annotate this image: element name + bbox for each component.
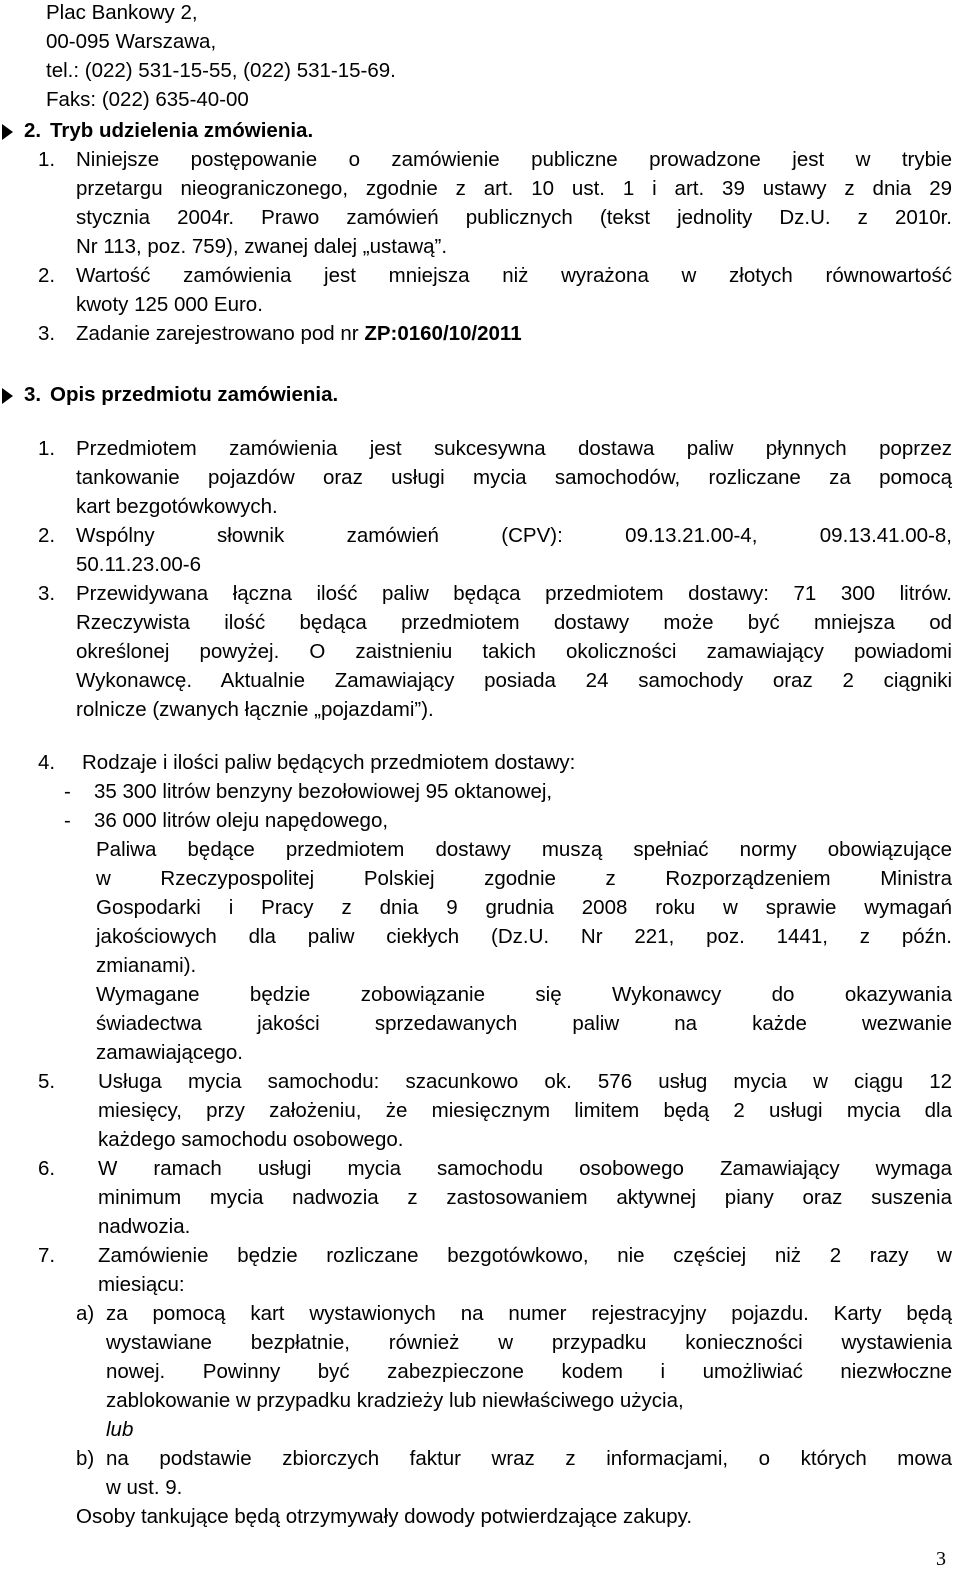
section-number: 3.	[24, 383, 42, 406]
item-line: Rzeczywista ilość będąca przedmiotem dostawy może być mniejsza od	[76, 611, 952, 634]
sub-item-letter: b)	[76, 1447, 95, 1470]
address-line: Plac Bankowy 2,	[46, 1, 198, 24]
dash-text: 35 300 litrów benzyny bezołowiowej 95 oktanowej,	[94, 780, 553, 803]
item-number: 6.	[38, 1157, 56, 1180]
item-number: 2.	[38, 524, 56, 547]
item-line: W ramach usługi mycia samochodu osobowego Zamawiający wymaga	[98, 1157, 952, 1180]
item-line: Przewidywana łączna ilość paliw będąca przedmiotem dostawy: 71 300 litrów.	[76, 582, 952, 605]
sub-item-line: na podstawie zbiorczych faktur wraz z informacjami, o których mowa	[106, 1447, 952, 1470]
item-line: rolnicze (zwanych łącznie „pojazdami”).	[76, 698, 434, 721]
item-line: Usługa mycia samochodu: szacunkowo ok. 576 usług mycia w ciągu 12	[98, 1070, 952, 1093]
address-line: Faks: (022) 635-40-00	[46, 88, 249, 111]
item-line: Przedmiotem zamówienia jest sukcesywna dostawa paliw płynnych poprzez	[76, 437, 952, 460]
list-item	[38, 579, 952, 724]
item-text: Zadanie zarejestrowano pod nr	[76, 322, 365, 345]
item-line: tankowanie pojazdów oraz usługi mycia samochodów, rozliczane za pomocą	[76, 466, 952, 489]
dash-bullet: -	[64, 780, 71, 803]
list-item	[38, 145, 952, 261]
or-connector: lub	[106, 1418, 134, 1441]
item-line: kwoty 125 000 Euro.	[76, 293, 263, 316]
paragraph-line: świadectwa jakości sprzedawanych paliw na każde wezwanie	[96, 1012, 952, 1035]
list-item	[38, 261, 952, 319]
sub-item	[76, 1444, 952, 1502]
paragraph-line: zamawiającego.	[96, 1041, 243, 1064]
arrow-bullet-icon	[2, 124, 13, 140]
sub-item	[76, 1299, 952, 1444]
sub-item-letter: a)	[76, 1302, 95, 1325]
section-title: Tryb udzielenia zmówienia.	[50, 119, 314, 142]
item-line: 50.11.23.00-6	[76, 553, 202, 576]
item-line: nadwozia.	[98, 1215, 191, 1238]
sub-item-line: nowej. Powinny być zabezpieczone kodem i umożliwiać niezwłoczne	[106, 1360, 952, 1383]
section-title: Opis przedmiotu zamówienia.	[50, 383, 339, 406]
item-line: każdego samochodu osobowego.	[98, 1128, 404, 1151]
item-number: 2.	[38, 264, 56, 287]
sub-item-line: zablokowanie w przypadku kradzieży lub niewłaściwego użycia,	[106, 1389, 684, 1412]
item-line: określonej powyżej. O zaistnieniu takich okoliczności zamawiający powiadomi	[76, 640, 952, 663]
item-line: Nr 113, poz. 759), zwanej dalej „ustawą”.	[76, 235, 448, 258]
address-block	[46, 0, 396, 114]
list-item	[38, 748, 952, 777]
item-number: 5.	[38, 1070, 56, 1093]
item-line: minimum mycia nadwozia z zastosowaniem aktywnej piany oraz suszenia	[98, 1186, 952, 1209]
registration-code: ZP:0160/10/2011	[364, 322, 522, 345]
paragraph-line: zmianami).	[96, 954, 197, 977]
list-item	[38, 521, 952, 579]
list-item	[38, 319, 952, 348]
list-item	[38, 1241, 952, 1299]
list-item	[38, 434, 952, 521]
section-number: 2.	[24, 119, 42, 142]
paragraph-line: w Rzeczypospolitej Polskiej zgodnie z Rozporządzeniem Ministra	[96, 867, 952, 890]
item-line: Zamówienie będzie rozliczane bezgotówkowo, nie częściej niż 2 razy w	[98, 1244, 952, 1267]
paragraph-line: Wymagane będzie zobowiązanie się Wykonawcy do okazywania	[96, 983, 952, 1006]
paragraph-line: jakościowych dla paliw ciekłych (Dz.U. Nr 221, poz. 1441, z późn.	[96, 925, 952, 948]
list-item	[38, 1154, 952, 1241]
item-number: 4.	[38, 751, 56, 774]
paragraph	[96, 980, 952, 1067]
item-line: Wspólny słownik zamówień (CPV): 09.13.21.00-4, 09.13.41.00-8,	[76, 524, 952, 547]
paragraph-line: Gospodarki i Pracy z dnia 9 grudnia 2008 roku w sprawie wymagań	[96, 896, 952, 919]
address-line: 00-095 Warszawa,	[46, 30, 217, 53]
item-number: 3.	[38, 582, 56, 605]
paragraph-line: Paliwa będące przedmiotem dostawy muszą spełniać normy obowiązujące	[96, 838, 952, 861]
item-line: Niniejsze postępowanie o zamówienie publiczne prowadzone jest w trybie	[76, 148, 952, 171]
paragraph	[96, 835, 952, 980]
sub-item-line: w ust. 9.	[106, 1476, 183, 1499]
sub-item-line: wystawiane bezpłatnie, również w przypadku konieczności wystawienia	[106, 1331, 952, 1354]
item-title: Rodzaje i ilości paliw będących przedmiotem dostawy:	[82, 751, 576, 774]
closing-sentence: Osoby tankujące będą otrzymywały dowody potwierdzające zakupy.	[76, 1505, 693, 1528]
item-line: Wykonawcę. Aktualnie Zamawiający posiada 24 samochody oraz 2 ciągniki	[76, 669, 952, 692]
arrow-bullet-icon	[2, 388, 13, 404]
item-number: 7.	[38, 1244, 56, 1267]
item-line: kart bezgotówkowych.	[76, 495, 278, 518]
item-number: 1.	[38, 148, 56, 171]
dash-text: 36 000 litrów oleju napędowego,	[94, 809, 389, 832]
item-line: miesiącu:	[98, 1273, 185, 1296]
address-line: tel.: (022) 531-15-55, (022) 531-15-69.	[46, 59, 396, 82]
sub-item-line: za pomocą kart wystawionych na numer rejestracyjny pojazdu. Karty będą	[106, 1302, 952, 1325]
item-line: miesięcy, przy założeniu, że miesięcznym limitem będą 2 usługi mycia dla	[98, 1099, 952, 1122]
item-line: stycznia 2004r. Prawo zamówień publicznych (tekst jednolity Dz.U. z 2010r.	[76, 206, 952, 229]
page-number: 3	[936, 1548, 946, 1570]
dash-bullet: -	[64, 809, 71, 832]
item-number: 3.	[38, 322, 56, 345]
item-number: 1.	[38, 437, 56, 460]
item-line: Wartość zamówienia jest mniejsza niż wyrażona w złotych równowartość	[76, 264, 952, 287]
item-line: przetargu nieograniczonego, zgodnie z art. 10 ust. 1 i art. 39 ustawy z dnia 29	[76, 177, 952, 200]
list-item	[38, 1067, 952, 1154]
